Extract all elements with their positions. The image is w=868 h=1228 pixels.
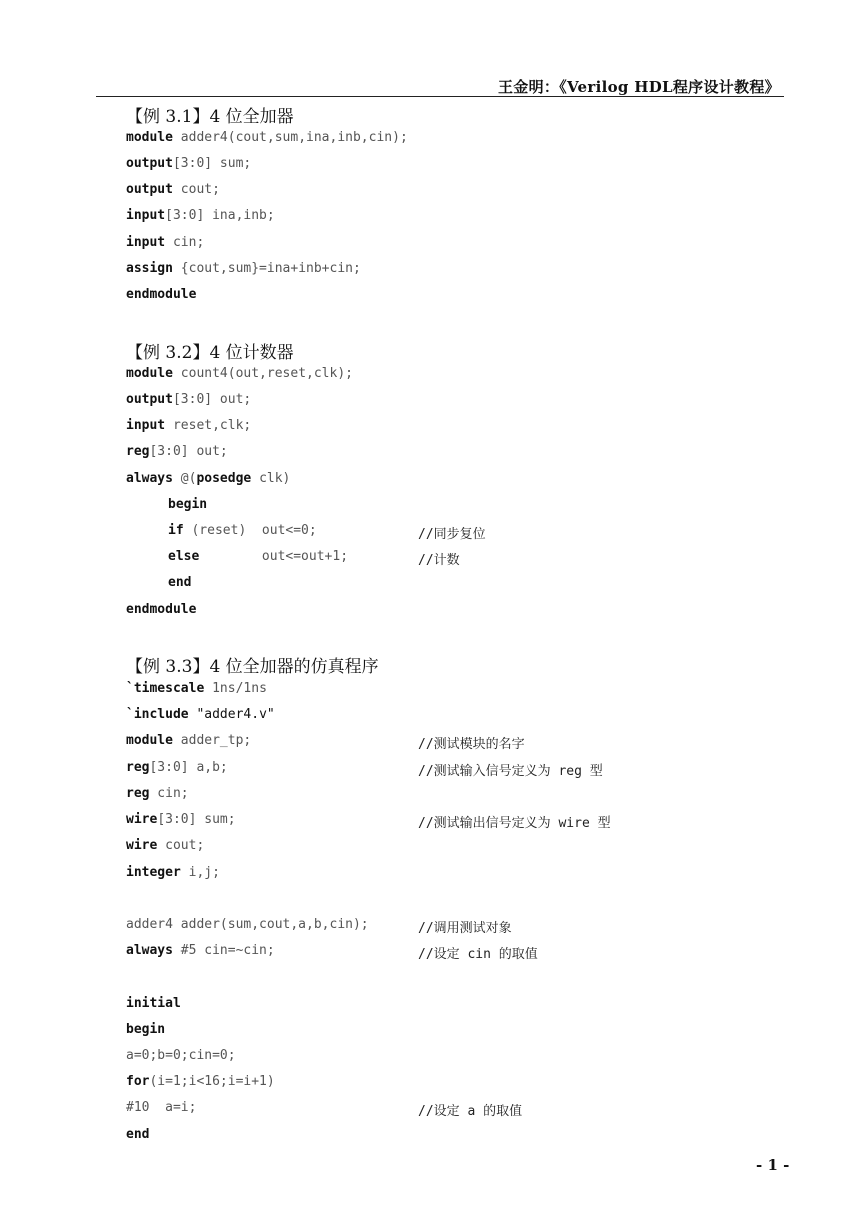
running-header: 王金明：《Verilog HDL程序设计教程》 [498, 78, 780, 96]
code-line: module adder_tp; [126, 733, 252, 748]
header-rule [96, 96, 784, 97]
example-3-3-title: 【例 3.3】4 位全加器的仿真程序 [126, 657, 379, 677]
code-line: module adder4(cout,sum,ina,inb,cin); [126, 130, 408, 145]
code-comment: //计数 [418, 553, 460, 568]
page-number: - 1 - [756, 1156, 790, 1174]
code-line: endmodule [126, 287, 197, 302]
code-line: begin [168, 497, 208, 512]
code-line: end [126, 1127, 150, 1142]
code-line: initial [126, 996, 181, 1011]
code-line: wire cout; [126, 838, 205, 853]
code-line: always @(posedge clk) [126, 471, 291, 486]
code-line: adder4 adder(sum,cout,a,b,cin); [126, 917, 369, 932]
code-line: #10 a=i; [126, 1100, 197, 1115]
code-line: output[3:0] out; [126, 392, 252, 407]
code-comment: //测试输入信号定义为 reg 型 [418, 764, 603, 779]
code-line: output[3:0] sum; [126, 156, 252, 171]
code-line: `timescale 1ns/1ns [126, 681, 267, 696]
code-line: reg[3:0] a,b; [126, 760, 228, 775]
code-line: input[3:0] ina,inb; [126, 208, 275, 223]
code-comment: //设定 a 的取值 [418, 1104, 523, 1119]
code-line: if (reset) out<=0; [168, 523, 317, 538]
code-line: wire[3:0] sum; [126, 812, 236, 827]
example-3-2-title: 【例 3.2】4 位计数器 [126, 343, 294, 363]
code-comment: //测试模块的名字 [418, 737, 525, 752]
code-comment: //设定 cin 的取值 [418, 947, 538, 962]
code-line: else out<=out+1; [168, 549, 349, 564]
code-line: end [168, 575, 192, 590]
code-line: output cout; [126, 182, 220, 197]
example-3-1-title: 【例 3.1】4 位全加器 [126, 107, 294, 127]
code-line: begin [126, 1022, 166, 1037]
code-comment: //测试输出信号定义为 wire 型 [418, 816, 611, 831]
code-line: assign {cout,sum}=ina+inb+cin; [126, 261, 361, 276]
code-line: reg cin; [126, 786, 189, 801]
code-line: `include "adder4.v" [126, 707, 275, 722]
code-line: for(i=1;i<16;i=i+1) [126, 1074, 275, 1089]
code-comment: //同步复位 [418, 527, 486, 542]
code-line: integer i,j; [126, 865, 220, 880]
code-line: reg[3:0] out; [126, 444, 228, 459]
code-line: module count4(out,reset,clk); [126, 366, 353, 381]
code-line: always #5 cin=~cin; [126, 943, 275, 958]
code-line: input reset,clk; [126, 418, 252, 433]
code-line: a=0;b=0;cin=0; [126, 1048, 236, 1063]
code-line: endmodule [126, 602, 197, 617]
code-comment: //调用测试对象 [418, 921, 512, 936]
code-line: input cin; [126, 235, 205, 250]
